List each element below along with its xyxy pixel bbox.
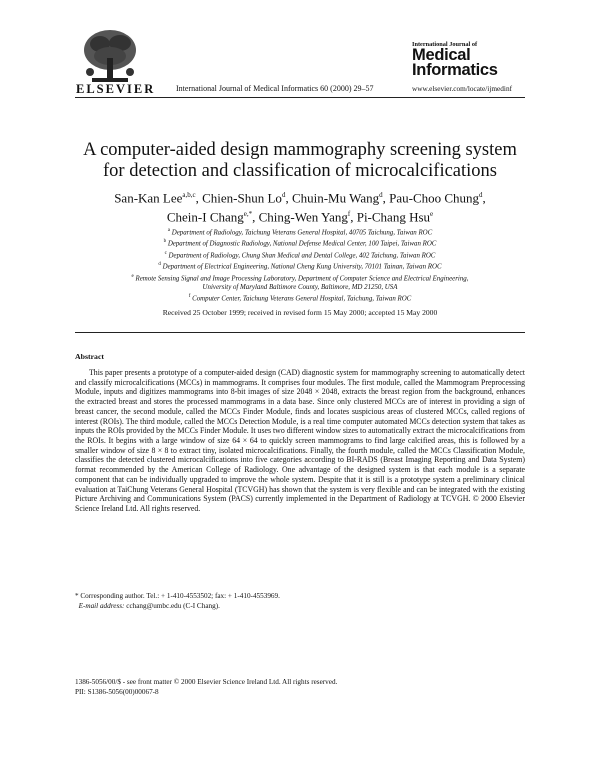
author-sup: d — [281, 191, 286, 199]
copyright-line: 1386-5056/00/$ - see front matter © 2000 Elsevier Science Ireland Ltd. All rights reserved. — [75, 678, 338, 686]
affiliation-text: Computer Center, Taichung Veterans General Hospital, Taichung, Taiwan ROC — [192, 295, 412, 303]
title-line-2: for detection and classification of microcalcifications — [103, 161, 497, 181]
author-line-2 — [0, 206, 600, 225]
author-line-1 — [0, 187, 600, 206]
received-dates: Received 25 October 1999; received in revised form 15 May 2000; accepted 15 May 2000 — [162, 308, 438, 317]
author-name: San-Kan Lee — [114, 190, 183, 206]
author-sep: , — [252, 209, 259, 225]
abstract-heading: Abstract — [75, 352, 105, 361]
affiliation-text: Department of Electrical Engineering, National Cheng Kung University, 70101 Tainan, Taiwan ROC — [162, 263, 442, 271]
affiliation-item — [0, 292, 600, 303]
author-sep: , — [195, 190, 203, 206]
title-line-1: A computer-aided design mammography screening system — [83, 140, 517, 160]
author-sep: , — [382, 190, 390, 206]
author-sep: , — [482, 190, 486, 206]
affiliation-text: Remote Sensing Signal and Image Processing Laboratory, Department of Computer Science and Electrical Engineering, — [135, 274, 469, 282]
affiliation-sup: b — [163, 239, 167, 245]
author-sup: d — [479, 191, 483, 199]
author-sup: f — [347, 210, 351, 219]
author-sup: e,* — [243, 210, 253, 219]
author-name: Chein-I Chang — [166, 209, 244, 225]
journal-citation: International Journal of Medical Informatics 60 (2000) 29–57 — [176, 84, 374, 93]
affiliation-sup: d — [158, 262, 161, 268]
affiliation-text: University of Maryland Baltimore County, Baltimore, MD 21250, USA — [202, 283, 398, 291]
journal-name-line1: Medical — [412, 46, 471, 64]
affiliation-item — [0, 260, 600, 271]
journal-name-small: International Journal of — [412, 41, 478, 48]
author-name: Chien-Shun Lo — [202, 190, 282, 206]
journal-name-line2: Informatics — [412, 61, 498, 79]
abstract-body: This paper presents a prototype of a computer-aided design (CAD) diagnostic system for mammography screening to automatically detect and classify microcalcifications (MCCs) in mammograms. It comprises four modules. The first module, called the Mammogram Preprocessing Module, inputs and digitizes mammograms into 8-bit images of size 2048 × 2048, extracts the breast region from the background, enhances the extracted breast and stores the processed mammograms in a data base. Since only clustered MCCs are of interest in providing a sign of breast cancer, the second module, called the MCCs Finder Module, finds and locates suspicious areas of clustered MCCs, called regions of interest (ROIs). The third module, called the MCCs Detection Module, is a real time computer automated MCCs detection system that takes as inputs the ROIs provided by the MCCs Finder Module. It uses two different window sizes to automatically extract the microcalcifications from the ROIs. It begins with a large window of size 64 × 64 to quickly screen mammograms to find large calcified areas, this is followed by a smaller window of size 8 × 8 to extract tiny, isolated microcalcifications. Finally, the fourth module, called the MCCs Classification Module, classifies the detected clustered microcalcifications into five categories according to BI-RADS (Breast Imaging Reporting and Data System) format recommended by the American College of Radiology. One advantage of the designed system is that each module is a separate component that can be individually upgraded to improve the whole system. Despite that it is still is a prototype system a preliminary clinical evaluation at TaiChung Veterans General Hospital (TCVGH) has shown that the system is very flexible and can be integrated with the existing Picture Archiving and Communications System (PACS) currently implemented in the Department of Radiology at TCVGH. © 2000 Elsevier Science Ireland Ltd. All rights reserved. — [75, 368, 525, 514]
affiliation-list — [0, 226, 600, 303]
author-list — [0, 187, 600, 226]
affiliation-sup: f — [188, 294, 191, 300]
affiliation-text: Department of Radiology, Chung Shan Medical and Dental College, 402 Taichung, Taiwan ROC — [168, 252, 436, 260]
affiliation-text: Department of Diagnostic Radiology, National Defense Medical Center, 100 Taipei, Taiwan ROC — [167, 240, 437, 248]
email-note — [75, 602, 280, 612]
affiliation-item — [0, 226, 600, 237]
pii-line: PII: S1386-5056(00)00067-8 — [75, 687, 159, 696]
corresponding-author-note: * Corresponding author. Tel.: + 1-410-4553502; fax: + 1-410-4553969. — [75, 592, 280, 600]
email-value[interactable]: cchang@umbc.edu (C-I Chang). — [126, 601, 220, 610]
abstract-rule — [75, 332, 525, 333]
email-label: E-mail address: — [78, 601, 125, 610]
journal-url[interactable]: www.elsevier.com/locate/ijmedinf — [412, 84, 513, 93]
author-name: Ching-Wen Yang — [258, 209, 348, 225]
issn-block — [75, 678, 337, 697]
author-name: Pau-Choo Chung — [389, 190, 480, 206]
affiliation-sup: c — [164, 250, 167, 256]
affiliation-sup: a — [167, 228, 170, 233]
footnote — [75, 592, 280, 611]
elsevier-tree-logo — [78, 28, 142, 90]
author-sep: , — [350, 209, 357, 225]
author-sep: , — [285, 190, 292, 206]
author-name: Chuin-Mu Wang — [291, 190, 380, 206]
author-sup: d — [379, 191, 383, 199]
author-sup: a,b,c — [182, 191, 196, 199]
journal-name-large — [412, 48, 498, 78]
paper-title — [0, 140, 600, 182]
affiliation-item — [0, 249, 600, 260]
affiliation-item — [0, 283, 600, 292]
author-sup: e — [430, 210, 434, 219]
affiliation-text: Department of Radiology, Taichung Veterans General Hospital, 40705 Taichung, Taiwan ROC — [171, 229, 433, 237]
author-name: Pi-Chang Hsu — [356, 209, 431, 225]
header-rule — [75, 97, 525, 98]
affiliation-sup: e — [131, 273, 134, 279]
publisher-logo-text: ELSEVIER — [76, 82, 156, 96]
affiliation-item — [0, 237, 600, 248]
affiliation-item — [0, 272, 600, 283]
